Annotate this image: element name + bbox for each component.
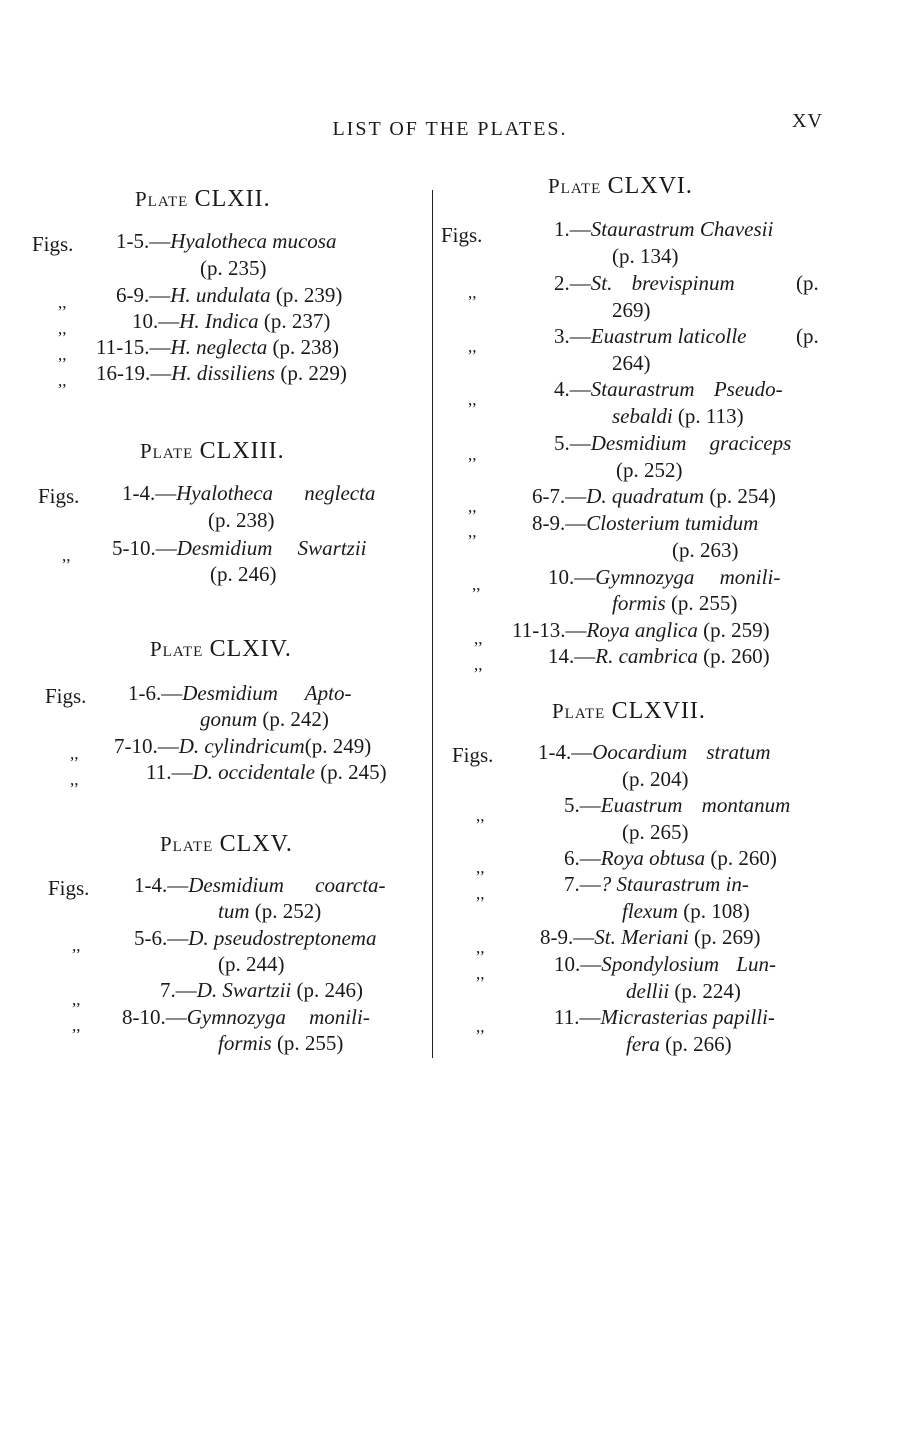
- species-name: Staurastrum Chavesii: [590, 217, 774, 241]
- ditto-mark: ,,: [468, 445, 477, 464]
- fig-number: 1.—: [554, 217, 591, 241]
- page-ref: (p. 255): [670, 591, 738, 615]
- species-name: Euastrum laticolle: [590, 324, 747, 348]
- fig-number: 11.—: [554, 1005, 601, 1029]
- fig-number: 6-7.—: [532, 484, 587, 508]
- entry-line: [116, 228, 336, 254]
- fig-number: 10.—: [554, 952, 602, 976]
- fig-number: 1-5.—: [116, 229, 171, 253]
- fig-number: 1-4.—: [122, 481, 177, 505]
- ditto-mark: ,,: [58, 293, 67, 312]
- fig-number: 6.—: [564, 846, 601, 870]
- ditto-mark: ,,: [468, 497, 477, 516]
- species-name: tum: [218, 899, 250, 923]
- page-ref: (p. 254): [709, 484, 776, 508]
- page-ref: (p. 252): [616, 458, 683, 482]
- fig-number: 1-4.—: [538, 740, 593, 764]
- entry-line: [538, 739, 771, 765]
- ditto-mark: ,,: [72, 990, 81, 1009]
- plate-title: Plate CLXV.: [160, 831, 293, 857]
- species-name: R. cambrica: [595, 644, 698, 668]
- species-name: Desmidium graciceps: [590, 431, 792, 455]
- entry-line: [116, 282, 342, 308]
- page-ref: (p. 266): [665, 1032, 732, 1056]
- plate-title: Plate CLXIV.: [150, 636, 292, 662]
- page-ref: (p. 265): [622, 820, 689, 844]
- page-ref: (p. 238): [208, 508, 275, 532]
- ditto-mark: ,,: [468, 522, 477, 541]
- page-ref: (p. 259): [703, 618, 770, 642]
- species-name: dellii: [626, 979, 670, 1003]
- entry-line: [200, 706, 329, 732]
- fig-number: 5.—: [554, 431, 591, 455]
- fig-number: 11.—: [146, 760, 193, 784]
- page-ref: (p. 204): [622, 767, 689, 791]
- species-name: ? Staurastrum in-: [600, 872, 749, 896]
- entry-line: [218, 1030, 343, 1056]
- entry-line: [128, 680, 351, 706]
- page-ref: (p. 255): [276, 1031, 344, 1055]
- page-ref: (p. 239): [275, 283, 343, 307]
- species-name: H. dissiliens: [171, 361, 276, 385]
- entry-line: [554, 430, 791, 456]
- page-ref: (p. 246): [210, 562, 277, 586]
- page-ref: (p. 108): [683, 899, 750, 923]
- species-name: Spondylosium Lun-: [601, 952, 776, 976]
- fig-number: 8-9.—: [540, 925, 595, 949]
- entry-line: [564, 792, 790, 818]
- species-name: H. undulata: [170, 283, 271, 307]
- entry-line: [554, 376, 783, 402]
- species-name: St. brevispinum: [590, 271, 735, 295]
- species-name: Gymnozyga monili-: [186, 1005, 370, 1029]
- ditto-mark: ,,: [58, 319, 67, 338]
- page-ref: (p. 237): [263, 309, 331, 333]
- ditto-mark: ,,: [474, 655, 483, 674]
- species-name: D. cylindricum: [178, 734, 305, 758]
- fig-number: 1-4.—: [134, 873, 189, 897]
- figs-label: Figs.: [32, 232, 74, 256]
- species-name: Hyalotheca neglecta: [176, 481, 376, 505]
- running-title: LIST OF THE PLATES.: [332, 118, 568, 140]
- species-name: formis: [218, 1031, 272, 1055]
- fig-number: 7.—: [160, 978, 197, 1002]
- entry-line: [134, 925, 376, 951]
- entry-line: [554, 323, 747, 349]
- species-name: Euastrum montanum: [600, 793, 791, 817]
- fig-number: 5.—: [564, 793, 601, 817]
- entry-line: [548, 643, 770, 669]
- species-name: D. pseudostreptonema: [188, 926, 377, 950]
- entry-line: [512, 617, 770, 643]
- figs-label: Figs.: [38, 484, 80, 508]
- entry-line: [548, 564, 780, 590]
- species-name: St. Meriani: [594, 925, 689, 949]
- species-name: sebaldi: [612, 404, 673, 428]
- page-ref: 264): [612, 351, 651, 375]
- fig-number: 7-10.—: [114, 734, 179, 758]
- page-ref: (p. 224): [674, 979, 741, 1003]
- page-ref: (p. 113): [677, 404, 744, 428]
- page-ref: (p. 263): [672, 538, 739, 562]
- entry-line: [626, 1031, 732, 1057]
- species-name: H. neglecta: [170, 335, 268, 359]
- species-name: Desmidium coarcta-: [188, 873, 386, 897]
- page-ref: (p. 269): [694, 925, 761, 949]
- plate-title: Plate CLXVI.: [548, 173, 693, 199]
- figs-label: Figs.: [441, 223, 483, 247]
- ditto-mark: ,,: [468, 283, 477, 302]
- entry-line: [612, 403, 744, 429]
- column-divider: [432, 190, 433, 1058]
- species-name: H. Indica: [179, 309, 259, 333]
- ditto-mark: ,,: [62, 546, 71, 565]
- entry-line: [218, 898, 321, 924]
- ditto-mark: ,,: [70, 770, 79, 789]
- page-ref: 269): [612, 298, 651, 322]
- entry-line: [132, 308, 330, 334]
- species-name: Desmidium Apto-: [182, 681, 352, 705]
- ditto-mark: ,,: [476, 858, 485, 877]
- page-ref: (p. 238): [272, 335, 340, 359]
- ditto-mark: ,,: [70, 744, 79, 763]
- entry-line: [532, 483, 776, 509]
- page-ref: (p. 249): [304, 734, 372, 758]
- page-ref: (p. 252): [254, 899, 322, 923]
- fig-number: 10.—: [132, 309, 180, 333]
- page-ref: (p. 260): [710, 846, 777, 870]
- fig-number: 5-6.—: [134, 926, 189, 950]
- fig-number: 7.—: [564, 872, 601, 896]
- species-name: Closterium tumidum: [586, 511, 759, 535]
- fig-number: 14.—: [548, 644, 596, 668]
- entry-line: [96, 360, 347, 386]
- ditto-mark: ,,: [58, 371, 67, 390]
- page-ref: (p.: [796, 324, 819, 348]
- species-name: D. occidentale: [192, 760, 315, 784]
- species-name: Desmidium Swartzii: [176, 536, 367, 560]
- species-name: Roya obtusa: [600, 846, 706, 870]
- fig-number: 6-9.—: [116, 283, 171, 307]
- entry-line: [564, 845, 777, 871]
- page-number: XV: [792, 110, 823, 132]
- plate-title: Plate CLXVII.: [552, 698, 706, 724]
- fig-number: 16-19.—: [96, 361, 172, 385]
- page-ref: (p. 245): [320, 760, 387, 784]
- ditto-mark: ,,: [476, 964, 485, 983]
- fig-number: 10.—: [548, 565, 596, 589]
- species-name: Gymnozyga monili-: [595, 565, 781, 589]
- plate-title: Plate CLXII.: [135, 186, 271, 212]
- entry-line: [554, 1004, 775, 1030]
- ditto-mark: ,,: [474, 629, 483, 648]
- species-name: Roya anglica: [586, 618, 698, 642]
- fig-number: 1-6.—: [128, 681, 183, 705]
- page-ref: (p.: [796, 271, 819, 295]
- ditto-mark: ,,: [476, 884, 485, 903]
- ditto-mark: ,,: [476, 806, 485, 825]
- fig-number: 11-13.—: [512, 618, 587, 642]
- species-name: formis: [612, 591, 666, 615]
- fig-number: 8-9.—: [532, 511, 587, 535]
- figs-label: Figs.: [45, 684, 87, 708]
- entry-line: [532, 510, 758, 536]
- entry-line: [612, 590, 737, 616]
- entry-line: [622, 898, 750, 924]
- fig-number: 8-10.—: [122, 1005, 187, 1029]
- ditto-mark: ,,: [468, 337, 477, 356]
- page-ref: (p. 229): [280, 361, 347, 385]
- plate-title: Plate CLXIII.: [140, 438, 285, 464]
- ditto-mark: ,,: [58, 345, 67, 364]
- entry-line: [554, 951, 776, 977]
- page-ref: (p. 260): [703, 644, 770, 668]
- entry-line: [134, 872, 386, 898]
- entry-line: [96, 334, 339, 360]
- entry-line: [554, 216, 773, 242]
- page-ref: (p. 242): [262, 707, 329, 731]
- ditto-mark: ,,: [72, 1016, 81, 1035]
- entry-line: [540, 924, 761, 950]
- entry-line: [160, 977, 363, 1003]
- species-name: fera: [626, 1032, 660, 1056]
- page-ref: (p. 235): [200, 256, 267, 280]
- fig-number: 3.—: [554, 324, 591, 348]
- entry-line: [112, 535, 367, 561]
- ditto-mark: ,,: [468, 390, 477, 409]
- page-ref: (p. 134): [612, 244, 679, 268]
- figs-label: Figs.: [48, 876, 90, 900]
- species-name: flexum: [622, 899, 678, 923]
- entry-line: [146, 759, 387, 785]
- species-name: Staurastrum Pseudo-: [590, 377, 783, 401]
- species-name: Oocardium stratum: [592, 740, 771, 764]
- species-name: Hyalotheca mucosa: [170, 229, 337, 253]
- entry-line: [114, 733, 371, 759]
- fig-number: 4.—: [554, 377, 591, 401]
- page-ref: (p. 246): [296, 978, 364, 1002]
- ditto-mark: ,,: [72, 936, 81, 955]
- entry-line: [122, 480, 375, 506]
- species-name: D. Swartzii: [196, 978, 292, 1002]
- entry-line: [122, 1004, 370, 1030]
- page-ref: (p. 244): [218, 952, 285, 976]
- ditto-mark: ,,: [476, 1017, 485, 1036]
- species-name: D. quadratum: [586, 484, 705, 508]
- ditto-mark: ,,: [472, 575, 481, 594]
- fig-number: 2.—: [554, 271, 591, 295]
- entry-line: [626, 978, 741, 1004]
- species-name: gonum: [200, 707, 258, 731]
- entry-line: [564, 871, 749, 897]
- fig-number: 5-10.—: [112, 536, 177, 560]
- entry-line: [554, 270, 735, 296]
- figs-label: Figs.: [452, 743, 494, 767]
- fig-number: 11-15.—: [96, 335, 171, 359]
- ditto-mark: ,,: [476, 938, 485, 957]
- species-name: Micrasterias papilli-: [600, 1005, 775, 1029]
